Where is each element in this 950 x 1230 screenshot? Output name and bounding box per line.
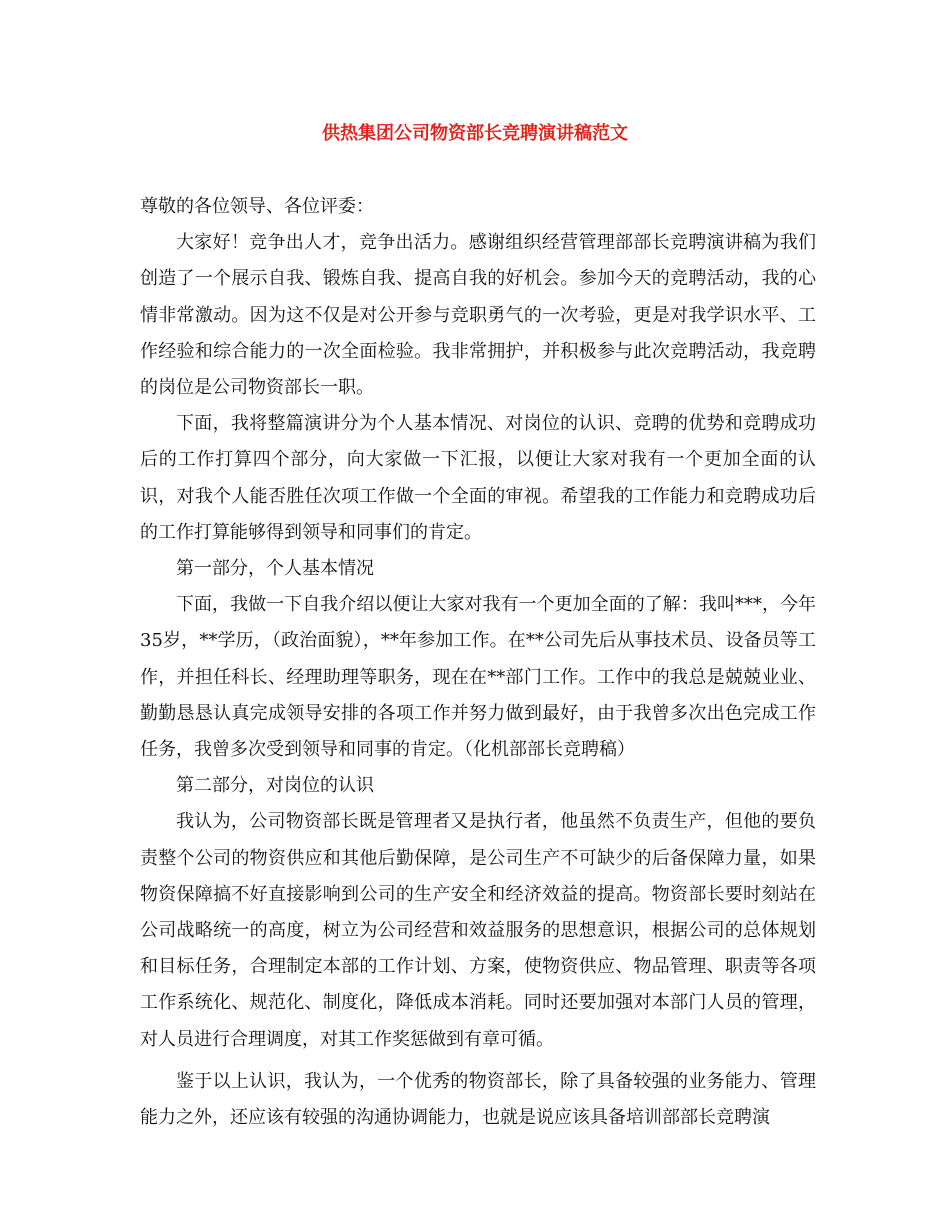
personal-info-paragraph: 下面，我做一下自我介绍以便让大家对我有一个更加全面的了解：我叫***，今年35岁，**学历，（政治面貌），**年参加工作。在**公司先后从事技术员、设备员等工作，并担任科长、经理助理等职务，现在在**部门工作。工作中的我总是兢兢业业、勤勤恳恳认真完成领导安排的各项工作并努力做到最好，由于我曾多次出色完成工作任务，我曾多次受到领导和同事的肯定。（化机部部长竞聘稿） <box>140 594 816 761</box>
section-heading-part-2: 第二部分，对岗位的认识 <box>176 775 374 797</box>
document-title: 供热集团公司物资部长竞聘演讲稿范文 <box>322 123 628 144</box>
section-heading-part-1: 第一部分，个人基本情况 <box>176 558 374 580</box>
greeting-paragraph: 大家好！竞争出人才，竞争出活力。感谢组织经营管理部部长竞聘演讲稿为我们创造了一个展示自我、锻炼自我、提高自我的好机会。参加今天的竞聘活动，我的心情非常激动。因为这不仅是对公开参与竞职勇气的一次考验，更是对我学识水平、工作经验和综合能力的一次全面检验。我非常拥护，并积极参与此次竞聘活动，我竞聘的岗位是公司物资部长一职。 <box>140 232 816 399</box>
conclusion-paragraph: 鉴于以上认识，我认为，一个优秀的物资部长，除了具备较强的业务能力、管理能力之外，还应该有较强的沟通协调能力，也就是说应该具备培训部部长竞聘演 <box>140 1070 816 1129</box>
salutation-paragraph: 尊敬的各位领导、各位评委： <box>140 196 374 217</box>
role-understanding-paragraph: 我认为，公司物资部长既是管理者又是执行者，他虽然不负责生产，但他的要负责整个公司的物资供应和其他后勤保障，是公司生产不可缺少的后备保障力量，如果物资保障搞不好直接影响到公司的生产安全和经济效益的提高。物资部长要时刻站在公司战略统一的高度，树立为公司经营和效益服务的思想意识，根据公司的总体规划和目标任务，合理制定本部的工作计划、方案，使物资供应、物品管理、职责等各项工作系统化、规范化、制度化，降低成本消耗。同时还要加强对本部门人员的管理，对人员进行合理调度，对其工作奖惩做到有章可循。 <box>140 811 816 1050</box>
document-body <box>140 189 816 1136</box>
outline-paragraph: 下面，我将整篇演讲分为个人基本情况、对岗位的认识、竞聘的优势和竞聘成功后的工作打算四个部分，向大家做一下汇报，以便让大家对我有一个更加全面的认识，对我个人能否胜任次项工作做一个全面的审视。希望我的工作能力和竞聘成功后的工作打算能够得到领导和同事们的肯定。 <box>140 413 816 543</box>
